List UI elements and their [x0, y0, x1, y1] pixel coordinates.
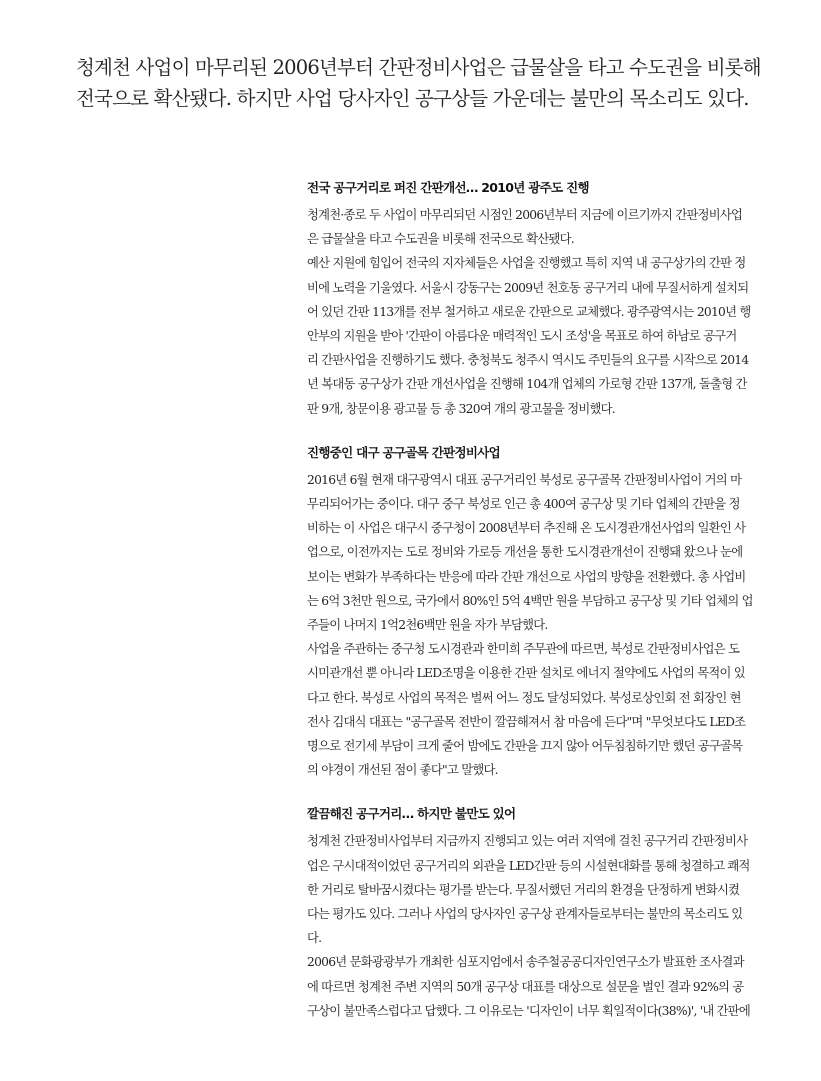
body-line: 년 복대동 공구상가 간판 개선사업을 진행해 104개 업체의 가로형 간판 137개, 돌출형 간 — [307, 377, 747, 392]
body-paragraph — [307, 950, 777, 1023]
body-line: 한 거리로 탈바꿈시켰다는 평가를 받는다. 무질서했던 거리의 환경을 단정하게 변화시켰 — [307, 882, 740, 897]
body-line: 주들이 나머지 1억2천6백만 원을 자가 부담했다. — [307, 618, 548, 633]
body-line: 비하는 이 사업은 대구시 중구청이 2008년부터 추진해 온 도시경관개선사업의 일환인 사 — [307, 521, 746, 536]
body-line: 리 간판사업을 진행하기도 했다. 충청북도 청주시 역시도 주민들의 요구를 시작으로 2014 — [307, 353, 749, 368]
body-line: 시미관개선 뿐 아니라 LED조명을 이용한 간판 설치로 에너지 절약에도 사업의 목적이 있 — [307, 666, 745, 681]
body-line: 어 있던 간판 113개를 전부 철거하고 새로운 간판으로 교체했다. 광주광역시는 2010년 행 — [307, 304, 751, 319]
body-paragraph — [307, 203, 777, 251]
body-line: 구상이 불만족스럽다고 답했다. 그 이유로는 '디자인이 너무 획일적이다(38%)', '내 간판에 — [307, 1003, 751, 1018]
body-line: 명으로 전기세 부담이 크게 줄어 밤에도 간판을 끄지 않아 어두침침하기만 했던 공구골목 — [307, 739, 743, 754]
body-line: 다는 평가도 있다. 그러나 사업의 당사자인 공구상 관계자들로부터는 불만의 목소리도 있 — [307, 907, 743, 922]
body-paragraph — [307, 251, 777, 420]
article-body — [307, 178, 777, 1045]
body-line: 의 야경이 개선된 점이 좋다"고 말했다. — [307, 763, 498, 778]
body-line: 2006년 문화광광부가 개최한 심포지엄에서 송주철공공디자인연구소가 발표한 조사결과 — [307, 955, 744, 970]
body-line: 에 따르면 청계천 주변 지역의 50개 공구상 대표를 대상으로 설문을 벌인 결과 92%의 공 — [307, 979, 744, 994]
section-gwangju — [307, 178, 777, 421]
body-line: 2016년 6월 현재 대구광역시 대표 공구거리인 북성로 공구골목 간판정비사업이 거의 마 — [307, 472, 742, 487]
body-line: 보이는 변화가 부족하다는 반응에 따라 간판 개선으로 사업의 방향을 전환했다. 총 사업비 — [307, 569, 746, 584]
section-complaints — [307, 804, 777, 1023]
body-line: 은 급물살을 타고 수도권을 비롯해 전국으로 확산됐다. — [307, 232, 574, 247]
body-line: 업은 구시대적이었던 공구거리의 외관을 LED간판 등의 시설현대화를 통해 청결하고 쾌적 — [307, 858, 750, 873]
body-line: 는 6억 3천만 원으로, 국가에서 80%인 5억 4백만 원을 부담하고 공구상 및 기타 업체의 업 — [307, 593, 753, 608]
body-line: 무리되어가는 중이다. 대구 중구 북성로 인근 총 400여 공구상 및 기타 업체의 간판을 정 — [307, 497, 740, 512]
body-paragraph — [307, 829, 777, 950]
lead-line: 전국으로 확산됐다. 하지만 사업 당사자인 공구상들 가운데는 불만의 목소리도 있다. — [76, 87, 749, 110]
lead-paragraph — [76, 52, 776, 114]
body-line: 다고 한다. 북성로 사업의 목적은 벌써 어느 정도 달성되었다. 북성로상인회 전 회장인 현 — [307, 690, 741, 705]
section-heading: 전국 공구거리로 퍼진 간판개선… 2010년 광주도 진행 — [307, 180, 589, 195]
body-paragraph — [307, 468, 777, 637]
body-line: 비에 노력을 기울였다. 서울시 강동구는 2009년 천호동 공구거리 내에 무질서하게 설치되 — [307, 280, 749, 295]
body-line: 판 9개, 창문이용 광고물 등 총 320여 개의 광고물을 정비했다. — [307, 401, 615, 416]
section-daegu — [307, 443, 777, 783]
lead-line: 청계천 사업이 마무리된 2006년부터 간판정비사업은 급물살을 타고 수도권을 비롯해 — [76, 56, 761, 79]
body-line: 전사 김대식 대표는 "공구골목 전반이 깔끔해져서 참 마음에 든다"며 "무엇보다도 LED조 — [307, 714, 746, 729]
body-line: 예산 지원에 힘입어 전국의 지자체들은 사업을 진행했고 특히 지역 내 공구상가의 간판 정 — [307, 256, 746, 271]
body-line: 다. — [307, 931, 322, 946]
body-line: 업으로, 이전까지는 도로 정비와 가로등 개선을 통한 도시경관개선이 진행돼 왔으나 눈에 — [307, 545, 743, 560]
section-heading: 진행중인 대구 공구골목 간판정비사업 — [307, 444, 500, 460]
body-line: 사업을 주관하는 중구청 도시경관과 한미희 주무관에 따르면, 북성로 간판정비사업은 도 — [307, 642, 740, 657]
body-line: 안부의 지원을 받아 '간판이 아름다운 매력적인 도시 조성'을 목표로 하여 하남로 공구거 — [307, 329, 737, 344]
body-line: 청계천 간판정비사업부터 지금까지 진행되고 있는 여러 지역에 걸친 공구거리 간판정비사 — [307, 834, 748, 849]
body-paragraph — [307, 637, 777, 782]
section-heading: 깔끔해진 공구거리… 하지만 불만도 있어 — [307, 806, 516, 822]
body-line: 청계천·종로 두 사업이 마무리되던 시점인 2006년부터 지금에 이르기까지 간판정비사업 — [307, 208, 743, 222]
